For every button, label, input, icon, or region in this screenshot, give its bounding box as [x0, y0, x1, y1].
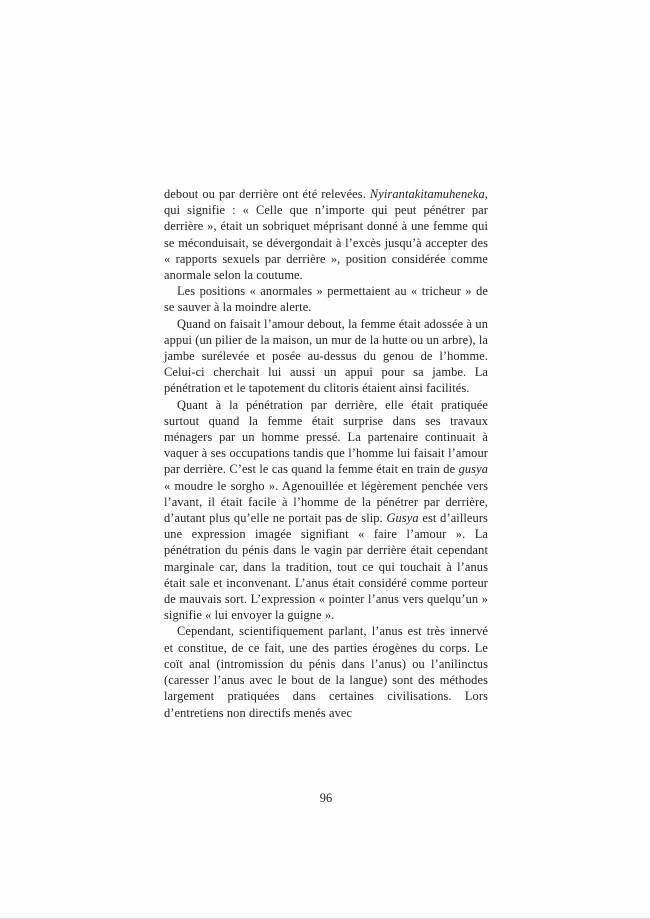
text-segment: Quant à la pénétration par derrière, elle était pratiquée surtout quand la femme était surprise dans ses travaux ménagers par un homme pressé. La partenaire continuait à vaquer à ses occupations tandis que l’homme lui faisait l’amour par derrière. C’est le cas quand la femme était en train de	[164, 397, 488, 477]
text-segment: Cependant, scientifiquement parlant, l’anus est très innervé et constitue, de ce fait, une des parties érogènes du corps. Le coït anal (intromission du pénis dans l’anus) ou l’anilinctus (caresser l’anus avec le bout de la langue) sont des méthodes largement pratiquées dans certaines civilisations. Lors d’entretiens non directifs menés avec	[164, 624, 488, 720]
text-segment: Quand on faisait l’amour debout, la femme était adossée à un appui (un pilier de la maison, un mur de la hutte ou un arbre), la jambe surélevée et posée au-dessus du genou de l’homme. Celui-ci cherchait lui aussi un appui pour sa jambe. La pénétration et le tapotement du clitoris étaient ainsi facilités.	[164, 316, 488, 396]
paragraph	[164, 316, 488, 397]
paragraph	[164, 397, 488, 624]
paragraph	[164, 283, 488, 315]
paragraph	[164, 186, 488, 283]
text-block	[164, 186, 488, 721]
text-segment: est d’ailleurs une expression imagée signifiant « faire l’amour ». La pénétration du pénis dans le vagin par derrière était cependant marginale car, dans la tradition, tout ce qui touchait à l’anus était sale et inconvenant. L’anus était considéré comme porteur de mauvais sort. L’expression « pointer l’anus vers quelqu’un » signifie « lui envoyer la guigne ».	[164, 511, 488, 623]
italic-text: gusya	[458, 462, 488, 477]
text-segment: , qui signifie : « Celle que n’importe qui peut pénétrer par derrière », était un sobriquet méprisant donné à une femme qui se méconduisait, se dévergondait à l’excès jusqu’à accepter des « rapports sexuels par derrière », position considérée comme anormale selon la coutume.	[164, 187, 488, 283]
page-number: 96	[319, 791, 333, 805]
text-segment: « moudre le sorgho ». Agenouillée et légèrement penchée vers l’avant, il était facile à l’homme de la pénétrer par derrière, d’autant plus qu’elle ne portait pas de slip.	[164, 478, 488, 526]
text-segment: debout ou par derrière ont été relevées.	[164, 187, 370, 201]
paragraph	[164, 623, 488, 720]
text-segment: Les positions « anormales » permettaient au « tricheur » de se sauver à la moindre alerte.	[164, 284, 488, 315]
italic-text: Gusya	[386, 511, 419, 526]
italic-text: Nyirantakitamuheneka	[369, 187, 485, 201]
